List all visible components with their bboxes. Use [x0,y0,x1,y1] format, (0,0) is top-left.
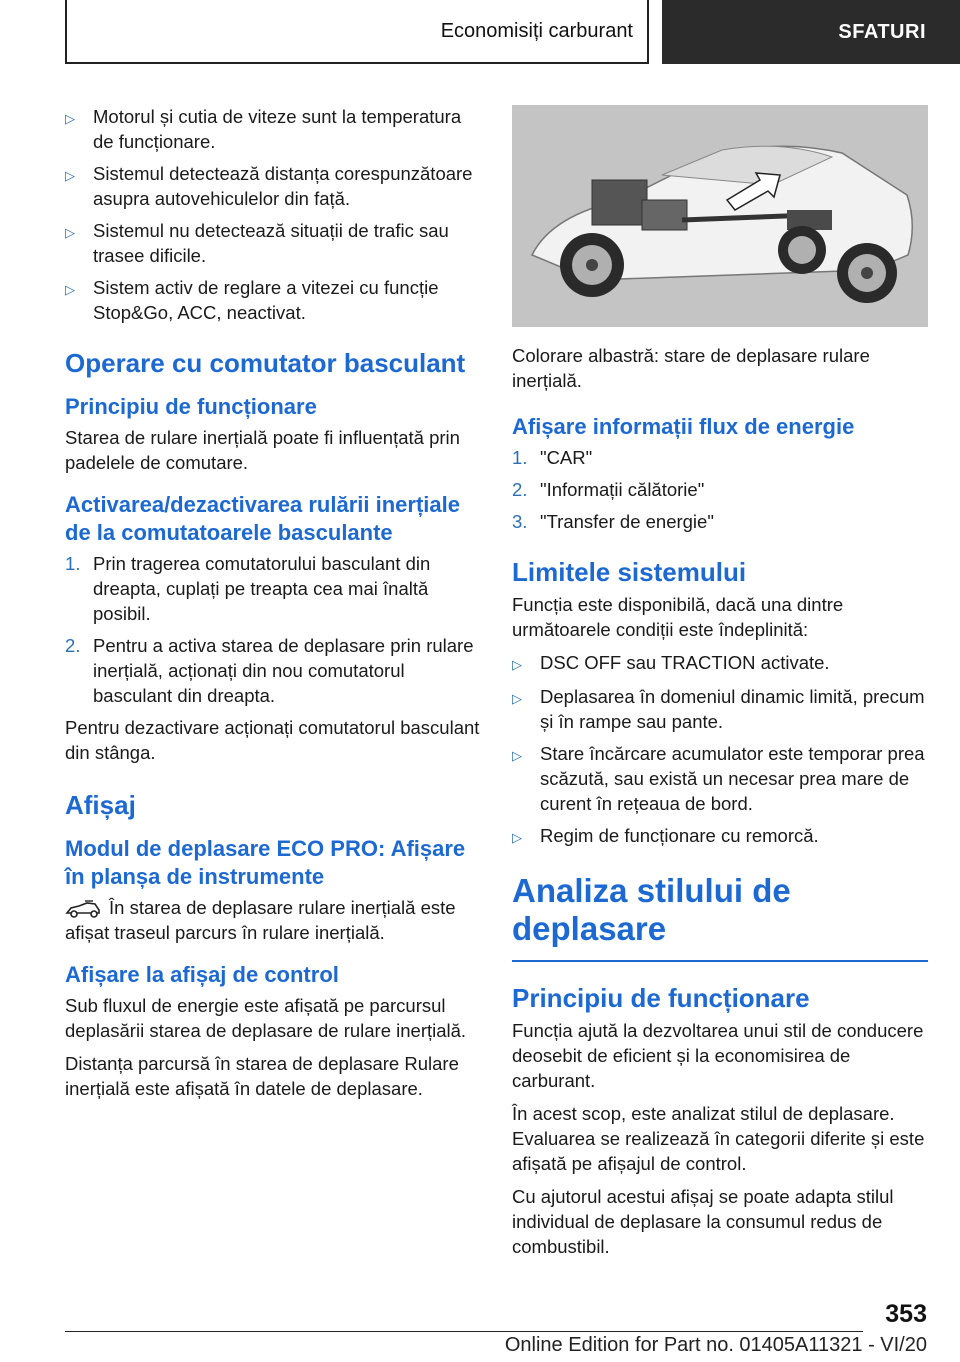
list-item: ▷ Regim de funcționare cu remorcă. [512,823,928,850]
list-item: ▷ Stare încărcare acumulator este temporar prea scăzută, sau există un necesar prea mare de curent în rețeaua de bord. [512,743,925,814]
figure-caption: Colorare albastră: stare de deplasare rulare inerțială. [512,345,870,391]
heading-rule [512,960,928,962]
header-section [65,0,649,64]
triangle-right-icon: ▷ [65,111,75,126]
page-number: 353 [885,1300,927,1328]
heading-flux: Afișare informații flux de energie [512,414,855,439]
heading-principiu: Principiu de funcționare [65,394,317,419]
triangle-right-icon: ▷ [65,282,75,297]
heading-afisaj: Afișaj [65,790,136,820]
paragraph-control-2: Distanța parcursă în starea de deplasare Rulare inerțială este afișată în datele de deplasare. [65,1053,459,1099]
heading-operare: Operare cu comutator basculant [65,348,466,378]
list-item: 2. Pentru a activa starea de deplasare prin rulare inerțială, acționați din nou comutatorul basculant din dreapta. [65,635,474,706]
paragraph-control-1: Sub fluxul de energie este afișată pe parcursul deplasării starea de deplasare de rulare inerțială. [65,995,467,1041]
car-illustration [512,105,928,327]
paragraph-analiza-1: Funcția ajută la dezvoltarea unui stil de conducere deosebit de eficient și la economisirea de carburant. [512,1020,924,1091]
triangle-right-icon: ▷ [512,657,522,672]
list-item: ▷ Sistemul detectează distanța corespunzătoare asupra autovehiculelor din față. [65,163,473,209]
heading-control: Afișare la afișaj de control [65,962,339,987]
heading-principiu-2: Principiu de funcționare [512,983,810,1013]
triangle-right-icon: ▷ [512,830,522,845]
list-item: ▷ DSC OFF sau TRACTION activate. [512,650,928,677]
header-section-title: Economisiți carburant [440,19,633,42]
paragraph-analiza-3: Cu ajutorul acestui afișaj se poate adapta stilul individual de deplasare la consumul redus de combustibil. [512,1186,894,1257]
list-item: 2. "Informații călătorie" [512,479,705,500]
header-chapter-label: SFATURI [838,20,926,43]
paragraph-limitele: Funcția este disponibilă, dacă una dintre următoarele condiții este îndeplinită: [512,594,844,640]
heading-activarea: Activarea/dezactivarea rulării inerțiale de la comutatoarele basculante [65,492,460,545]
triangle-right-icon: ▷ [512,748,522,763]
paragraph-modul: În starea de deplasare rulare inerțială este afișat traseul parcurs în rulare inerțială. [65,897,456,943]
list-item: ▷ Deplasarea în domeniul dinamic limită, precum și în rampe sau pante. [512,686,925,732]
triangle-right-icon: ▷ [65,225,75,240]
list-item: 1. "CAR" [512,447,593,468]
list-item: 1. Prin tragerea comutatorului basculant din dreapta, cuplați pe treapta cea mai înaltă posibil. [65,553,431,624]
list-item: ▷ Motorul și cutia de viteze sunt la temperatura de funcționare. [65,106,462,152]
footer-divider [65,1331,863,1332]
list-item: ▷ Sistem activ de reglare a vitezei cu funcție Stop&Go, ACC, neactivat. [65,277,439,323]
list-item: ▷ Sistemul nu detectează situații de trafic sau trasee dificile. [65,220,449,266]
car-coasting-icon [65,900,103,918]
heading-modul: Modul de deplasare ECO PRO: Afișare în planșa de instrumente [65,836,466,889]
footer-edition: Online Edition for Part no. 01405A11321 - VI/20 [504,1334,927,1356]
list-item: 3. "Transfer de energie" [512,511,714,532]
paragraph-dezactivare: Pentru dezactivare acționați comutatorul basculant din stânga. [65,717,480,763]
paragraph-principiu: Starea de rulare inerțială poate fi influențată prin padelele de comutare. [65,427,460,473]
header-chapter [662,0,960,64]
triangle-right-icon: ▷ [512,691,522,706]
heading-analiza: Analiza stilului de deplasare [512,872,791,947]
paragraph-analiza-2: În acest scop, este analizat stilul de deplasare. Evaluarea se realizează în categorii diferite și este afișată pe afișajul de control. [512,1103,925,1174]
left-column [65,100,480,1109]
heading-limitele: Limitele sistemului [512,557,747,587]
right-column [512,105,928,1267]
triangle-right-icon: ▷ [65,168,75,183]
car-drivetrain-figure [512,105,928,327]
